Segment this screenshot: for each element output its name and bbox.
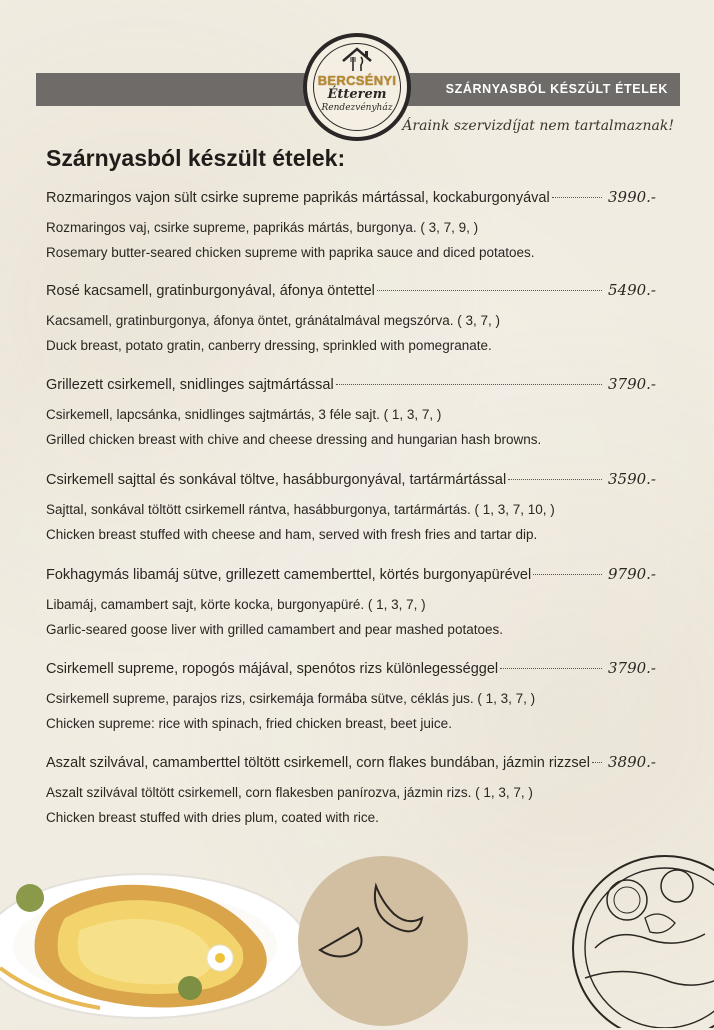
menu-item [46,188,656,260]
menu-item-description-en: Duck breast, potato gratin, canberry dressing, sprinkled with pomegranate. [46,338,492,353]
menu-item-description-hu: Csirkemell supreme, parajos rizs, csirkemája formába sütve, céklás jus. ( 1, 3, 7, ) [46,691,536,706]
dot-leader [500,668,602,669]
menu-item-price: 5490.- [607,281,656,299]
menu-item-name: Csirkemell sajttal és sonkával töltve, hasábburgonyával, tartármártással [46,472,507,488]
menu-item-description-hu: Rozmaringos vaj, csirke supreme, paprikás mártás, burgonya. ( 3, 7, 9, ) [46,220,479,235]
house-cutlery-icon [339,45,375,73]
menu-item-description-en: Rosemary butter-seared chicken supreme with paprika sauce and diced potatoes. [46,245,535,260]
section-title: Szárnyasból készült ételek: [46,145,346,171]
header-bar-title: SZÁRNYASBÓL KÉSZÜLT ÉTELEK [445,82,668,96]
menu-item-description-en: Chicken breast stuffed with dries plum, coated with rice. [46,810,379,825]
menu-item-price: 3990.- [607,188,656,206]
menu-item-price: 3790.- [607,375,656,393]
restaurant-logo [303,33,411,141]
menu-item-description-hu: Libamáj, camambert sajt, körte kocka, burgonyapüré. ( 1, 3, 7, ) [46,597,426,612]
menu-item-name: Grillezett csirkemell, snidlinges sajtmártással [46,377,334,393]
vegetable-line-art [555,838,714,1028]
dot-leader [552,197,602,198]
menu-item [46,565,656,637]
dot-leader [508,479,602,480]
menu-item-description-en: Chicken breast stuffed with cheese and ham, served with fresh fries and tartar dip. [46,527,538,542]
menu-item-description-en: Garlic-seared goose liver with grilled camambert and pear mashed potatoes. [46,622,503,637]
dot-leader [592,762,602,763]
menu-item-name: Aszalt szilvával, camamberttel töltött csirkemell, corn flakes bundában, jázmin rizzsel [46,755,590,771]
menu-item-price: 3890.- [607,753,656,771]
logo-subtitle: Étterem [327,87,387,102]
menu-item-description-hu: Csirkemell, lapcsánka, snidlinges sajtmártás, 3 féle sajt. ( 1, 3, 7, ) [46,407,442,422]
menu-item-name: Csirkemell supreme, ropogós májával, spenótos rizs különlegességgel [46,661,499,677]
menu-item-description-hu: Kacsamell, gratinburgonya, áfonya öntet, gránátalmával megszórva. ( 3, 7, ) [46,313,500,328]
dot-leader [377,290,602,291]
logo-tagline: Rendezvényház [321,103,393,113]
menu-item [46,659,656,731]
menu-item-description-en: Grilled chicken breast with chive and cheese dressing and hungarian hash browns. [46,432,542,447]
food-plate-image [0,848,310,1023]
menu-item [46,470,656,542]
service-charge-note: Áraink szervizdíjat nem tartalmaznak! [402,118,674,134]
menu-item-price: 9790.- [607,565,656,583]
menu-item-description-hu: Sajttal, sonkával töltött csirkemell rántva, hasábburgonya, tartármártás. ( 1, 3, 7, 10, ) [46,502,555,517]
menu-item [46,753,656,825]
menu-item-name: Fokhagymás libamáj sütve, grillezett camemberttel, körtés burgonyapürével [46,567,532,583]
menu-item-name: Rosé kacsamell, gratinburgonyával, áfonya öntettel [46,283,375,299]
menu-item-description-hu: Aszalt szilvával töltött csirkemell, corn flakesben panírozva, jázmin rizs. ( 1, 3, 7, ) [46,785,533,800]
menu-item [46,375,656,447]
menu-item-price: 3590.- [607,470,656,488]
menu-item [46,281,656,353]
menu-item-description-en: Chicken supreme: rice with spinach, fried chicken breast, beet juice. [46,716,452,731]
menu-item-price: 3790.- [607,659,656,677]
leaf-icon [298,856,468,1026]
decorative-circle [298,856,468,1026]
logo-name: BERCSÉNYI [317,73,397,88]
menu-item-name: Rozmaringos vajon sült csirke supreme paprikás mártással, kockaburgonyával [46,190,550,206]
dot-leader [533,574,602,575]
dot-leader [336,384,602,385]
